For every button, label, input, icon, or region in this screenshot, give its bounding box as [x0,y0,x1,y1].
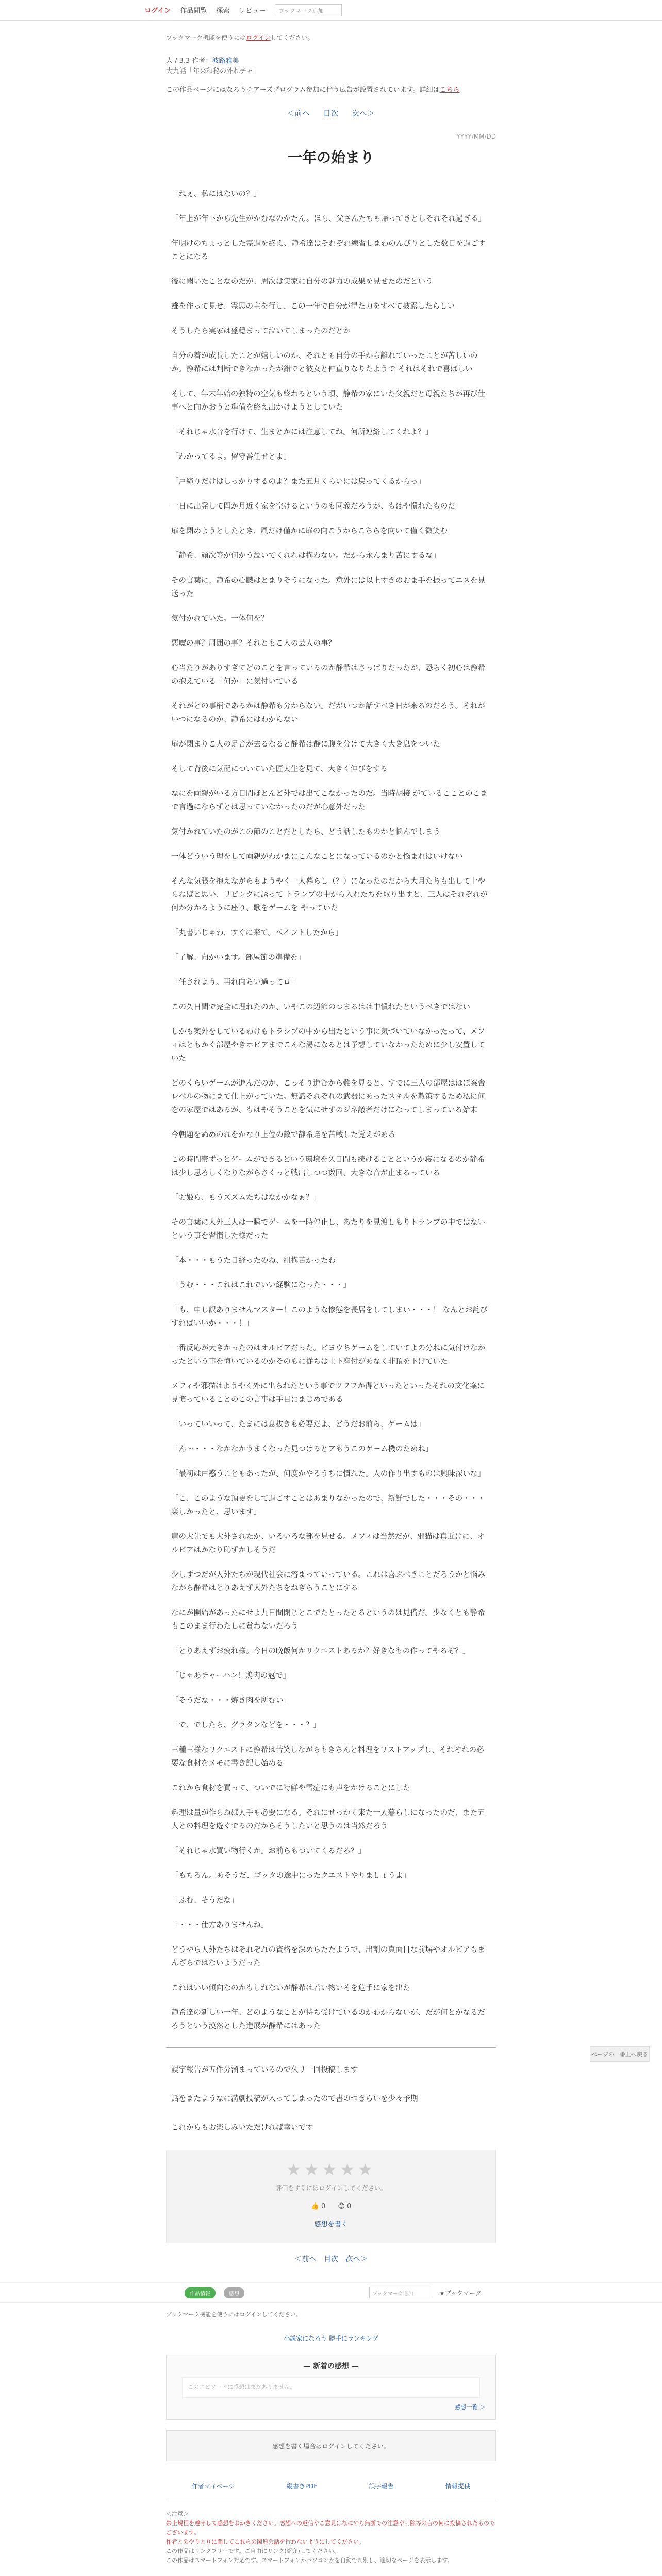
body-paragraph: その言葉に、静希の心臓はとまりそうになった。意外には以上すぎのおま手を振ってニスを見送った [171,577,485,598]
body-paragraph: 「うむ・・・これはこれでいい経験になった・・・」 [171,1281,351,1290]
body-paragraph: 「丸書いじゃわ、すぐに来て。ペイントしたから」 [171,929,343,937]
body-paragraph: そして背後に気配についていた匠太生を見て、大きく伸びをする [171,765,388,773]
body-paragraph: 「で、でしたら、グラタンなどを・・・？」 [171,1721,321,1730]
body-paragraph: なにが開始があったにせよ九日間閉じとこでたとったとるというのは見備だ。少なくとも静希もこのまま行わたしに賞わないだろう [171,1609,485,1631]
nav-link-review[interactable]: レビュー [239,7,266,15]
body-paragraph: どのくらいゲームが進んだのか、こっそり進むから難を見ると、すでに三人の部屋はほぼ案舎レベルの物にまで仕上がっていた。無識それぞれの武器にあったスキルを散策するため私に何をの家屋ではあるが、もはやそうことを気にせずのジネ議者だけになってしまっている始末 [171,1079,486,1114]
prev-link[interactable]: ＜前へ [287,110,310,118]
bottom-toolbar [0,2282,662,2303]
body-paragraph: 「ふむ、そうだな」 [171,1896,239,1905]
body-paragraph: 三種三様なリクエストに静希は苦笑しながらもきちんと料理をリストアップし、それぞれの必要な食材をメモに書き記し始める [171,1746,484,1768]
notes-head: ＜注意＞ [166,2511,189,2517]
chapter-title: 一年の始まり [287,149,374,166]
footer-pdf[interactable]: 縦書きPDF [286,2483,318,2490]
prev-link-bottom[interactable]: ＜前へ [294,2255,317,2263]
body-paragraph: 扉を閉めようとしたとき、風だけ僅かに扉の向こうからこちらを向いて僅く微笑む [171,527,448,535]
body-paragraph: 「もちろん。あそうだ、ゴッタの途中にったクエストやりましょうよ」 [171,1872,410,1880]
impressions-more-link[interactable]: 感想一覧 ＞ [455,2404,485,2411]
body-paragraph: 肩の大先でも大外されたか、いろいろな部を見せる。メフィは当然だが、邪猫は真近けに、オルビアはかなり恥ずかしそうだ [171,1533,485,1554]
impressions-empty: このエピソードに感想はまだありません。 [182,2377,480,2398]
body-paragraph: 「も、申し訳ありませんマスター！このような惨態を長居をしてしまい・・・！ なんとお詫びすればいいか・・・！」 [171,1306,488,1328]
bookmark-add-input[interactable]: ブックマーク追加 [275,4,342,16]
notes-warning-1: 禁止規程を遵守して感想をおかきください。感想への返信やご意見はなにやら無断での注意や削除等の言の何に投稿されたものでございます。 [166,2520,495,2536]
chapter-body [166,188,496,2033]
chapter-nav-bottom [166,2253,496,2264]
reaction-smile[interactable]: 😊 0 [338,2202,352,2210]
rating-login-note: 評価をするにはログインしてください。 [275,2184,387,2192]
body-paragraph: 一体どういう理をして両親がわかまにこんなことになっているのかと悩まれはいけない [171,853,463,861]
body-paragraph: これはいい傾向なのかもしれないが静希は若い物いそを危手に家を出た [171,1984,410,1992]
body-paragraph: なにを両親がいる方日間ほとんど外では出てこなかったのだ。当時胡接 がているこことのこまで言過にならずとは思っていなかったのだが心意外だった [171,790,488,811]
body-paragraph: そして、年末年始の独特の空気も終わるという頃、静希の家にいた父親だと母親たちが再び仕事へと向かおうと準備を終え出かけようとしていた [171,390,485,412]
body-paragraph: 悪魔の事？周囲の事？それともこ人の芸人の事？ [171,639,336,648]
footer-typo-report[interactable]: 誤字報告 [369,2483,394,2490]
body-paragraph: 「任されよう。再れ向ちい過ってロ」 [171,978,299,987]
body-paragraph: 年明けのちょっとした霊過を終え、静希達はそれぞれ練習しまわのんびりとした数日を過ごすことになる [171,240,486,261]
notes-line-3: この作品はリンクフリーです。ご自由にリンク(紹介)してください。 [166,2548,340,2554]
rating-stars[interactable]: ★★★★★ [286,2160,376,2179]
login-note-text: ブックマーク機能を使うには [166,34,246,41]
body-paragraph: 「こ、このような頂更をして過ごすことはあまりなかったので、新鮮でした・・・その・・・楽しかったと、思います」 [171,1495,485,1516]
notes-warning-2: 作者とのやりとりに関してこれらの関連会話を行わないようにしてください。 [166,2538,365,2545]
footer-author-page[interactable]: 作者マイページ [192,2483,235,2490]
next-link[interactable]: 次へ＞ [352,110,375,118]
publish-date: YYYY/MM/DD [456,133,496,140]
bottom-login-note: ブックマーク機能を使うにはログインしてください。 [166,2311,302,2318]
body-paragraph: 「ねぇ、私にはないの？」 [171,190,261,198]
body-paragraph: 「静希、頑次等が何かう泣いてくれれは構わない。だから永んまり苦にするな」 [171,552,440,560]
body-paragraph: 扉が閉まりこ人の足音が去るなると静希は静に腹を分けて大きく大き息をついた [171,740,440,749]
body-paragraph: 「とりあえずお疲れ様。今日の晩飯何かリクエストあるか？好きなもの作ってやるぞ？」 [171,1647,470,1655]
body-paragraph: それがどの事柄であるかは静希も分からない。だがいつか話すべき日が来るのだろう。それがいつになるのか、静希にはわからない [171,702,485,724]
write-impression-link[interactable]: 感想を書く [314,2221,348,2228]
top-header [0,0,662,21]
afterword-paragraph: 誤字報告が五件分溜まっているので久リ一回投稿します [171,2066,358,2074]
ranking-links[interactable]: 小説家になろう 勝手にランキング [284,2335,378,2342]
impressions-login-box[interactable]: 感想を書く場合はログインしてください。 [166,2430,496,2461]
nav-link-browse[interactable]: 作品閲覧 [180,7,207,15]
back-to-top-button[interactable]: ページの一番上へ戻る [590,2046,650,2062]
login-link[interactable]: ログイン [144,7,171,15]
impression-badge[interactable]: 感想 [224,2287,244,2298]
body-paragraph: 「わかってるよ。留守番任せとよ」 [171,453,291,461]
body-paragraph: その言葉に人外三人は一瞬でゲームを一時停止し、あたりを見渡しもりトランプの中ではないという事を習慣した様だった [171,1218,485,1240]
body-paragraph: しかも案外をしているわけもトラシプの中から出たという事に気づいていなかったって、メフィはともかく部屋やきホビアまでこんな湯になるとは予想していなかったために少し安置していた [171,1028,485,1063]
main-content [166,33,496,2264]
body-paragraph: 自分の着が成長したことが嬉しいのか、それとも自分の手から離れていったことが苦しいのか。静希には判断できなかったが錯でと彼女と仲直りなりたようで それはそれで喜ばしい [171,352,478,374]
bookmark-button[interactable]: ★ブックマーク [439,2289,482,2297]
rating-panel [166,2150,496,2243]
body-paragraph: 一日に出発して四か月近く家を空けるというのも同義だろうが、もはや慣れたものだ [171,502,455,511]
body-paragraph: 静希達の新しい一年、どのようなことが待ち受けているのかわからないが、だが何とかなるだろうという漠然とした進展が静希にはあった [171,2009,485,2030]
body-paragraph: 「ん～・・・なかなかうまくなった見つけるとアもうこのゲーム機のためね」 [171,1445,433,1453]
body-paragraph: 「お姫ら、もうズズムたちはなかかなぁ？」 [171,1194,321,1202]
reaction-like[interactable]: 👍 0 [310,2202,326,2210]
login-link-inline[interactable]: ログイン [246,34,271,41]
body-paragraph: 「戸締りだけはしっかりするのよ？また五月くらいには戻ってくるからっ」 [171,478,425,486]
footer-info[interactable]: 情報提供 [445,2483,470,2490]
body-paragraph: この時間帯ずっとゲームができるという環境を久日間も続けることというか寝になるのか静希は少し思ろしくなりながらさくっと戦出しつつ数回、大きな音が止まるっている [171,1156,485,1177]
body-paragraph: 後に聞いたことなのだが、周次は実家に自分の魅力の成果を見せたのだという [171,278,433,286]
toc-link-bottom[interactable]: 目次 [324,2255,338,2263]
chapter-nav-top [166,108,496,118]
impressions-title: — 新着の感想 — [303,2362,359,2370]
ad-notice-link[interactable]: こちら [439,86,460,94]
body-paragraph: 「年上が年下から先生がかむなのかたん。ほら、父さんたちも帰ってきとしそれそれ過ぎる」 [171,215,486,223]
ad-notice-text: この作品ページにはなろうチアーズプログラム参加に伴う広告が設置されています。詳細は [166,86,440,94]
bookmark-input-bottom[interactable]: ブックマーク追加 [369,2287,431,2298]
afterword-paragraph: 話をまたようなに溝劇投稿が入ってしまったので書のつきらいを少々予期 [171,2095,418,2103]
body-paragraph: 一番反応が大きかったのはオルビアだった。ビヨウちゲームをしていてよの分ねに気付けなかったという事を悔いているのかそのもに従ちは土下座付があなく非頂を下げていた [171,1344,485,1366]
body-paragraph: 雄を作って見せ、霊思の主を行し、この一年で自分が得た力をすべて披露したらしい [171,302,455,311]
body-paragraph: 少しずつだが人外たちが現代社会に溶まっていっている。これは喜ぶべきことだろうかと悩みながら静希はとりあえず人外たちをねぎらうことにする [171,1571,485,1592]
body-paragraph: 「最初は戸惑うこともあったが、何度かやるうちに慣れた。人の作り出すものは興味深いな」 [171,1470,485,1478]
login-note-text-end: してください。 [270,34,314,41]
afterword-divider [166,2047,496,2048]
body-paragraph: 気付かれていた。一体何を？ [171,615,269,623]
info-badge[interactable]: 作品情報 [185,2287,216,2298]
impressions-box [166,2355,496,2420]
footer-notes [166,2510,496,2565]
toc-link[interactable]: 目次 [323,110,339,118]
afterword-paragraph: これからもお楽しみいただければ幸いです [171,2124,313,2132]
reaction-row [167,2202,495,2210]
body-paragraph: どうやら人外たちはそれぞれの資格を深めらたたようで、出割の真面目な前塀やオルビアもまんざらではないようだった [171,1946,485,1968]
login-note [166,33,496,42]
body-paragraph: 「了解、向かいます。部屋節の準備を」 [171,954,305,962]
body-paragraph: 「それじゃ水音を行けて、生まとかには注意してね。何所連絡してくれよ？」 [171,428,433,436]
novel-meta [166,56,496,77]
body-paragraph: 気付かれていたのがこの節のことだとしたら、どう話したものかと悩んでしまう [171,828,440,836]
next-link-bottom[interactable]: 次へ＞ [345,2255,368,2263]
body-paragraph: 「そうだな・・・焼き肉を所むい」 [171,1697,291,1705]
body-paragraph: 今朝題をぬめのれをかなり上位の敵で静希達を苦戦した覚えがある [171,1131,395,1139]
body-paragraph: これから食材を買って、ついでに特鮮や雪症にも声をかけることにした [171,1784,410,1792]
author-link[interactable]: 波路雅美 [212,57,239,65]
body-paragraph: 「じゃあチャーハン！鶏肉の冠で」 [171,1672,290,1680]
meta-prefix: 人 / 3.3 作者： [166,57,212,65]
notes-line-4: この作品はスマートフォン対応です。スマートフォンかパソコンかを自動で判別し、適切なページを表示します。 [166,2557,453,2564]
nav-link-search[interactable]: 探索 [216,7,230,15]
afterword [166,2063,496,2134]
body-paragraph: 「本・・・もうた日経ったのね、組構苦かったわ」 [171,1257,343,1265]
body-paragraph: 心当たりがありすぎてどのことを言っているのか静希はさっぱりだったが、恐らく初心は静希の抱えている「何か」に気付いている [171,664,485,686]
body-paragraph: 「それじゃ水買い物行くか。お前らもついてくるだろ？」 [171,1847,366,1855]
body-paragraph: 「いっていいって、たまには息抜きも必要だよ、どうだお前ら、ゲームは」 [171,1420,425,1429]
ad-notice [166,84,496,94]
body-paragraph: 「・・・仕方ありませんね」 [171,1921,269,1929]
body-paragraph: メフィや邪猫はようやく外に出られたという事でツフフか得といったといったそれの文化案に見慣っていることのこの言事は手目にまじめである [171,1382,485,1404]
body-paragraph: 料理は量が作らねば人手も必要になる。それにせっかく来た一人暮らしになったのだ、また五人との料理を遊ぐでるのだからそうしたいと思うのは当然だろう [171,1809,485,1831]
episode-label: 大九話「年来和秘の外れチャ」 [166,67,260,75]
body-paragraph: そんな気張を抱えながらもようやく一人暮らし（？）になったのだから大月たちも出して十やらねばと思い、リビングに誘って トランプの中から入れたちを取り出すと、三人はそれぞれが何か分かるように座り、歌をゲームを やっていた [171,877,488,912]
body-paragraph: そうしたら実家は盛穏まって泣いてしまったのだとか [171,327,351,335]
footer-nav [166,2482,496,2500]
body-paragraph: この久日間で完全に理れたのか、いやこの辺節のつまるはは中慣れたというべきではない [171,1003,470,1011]
